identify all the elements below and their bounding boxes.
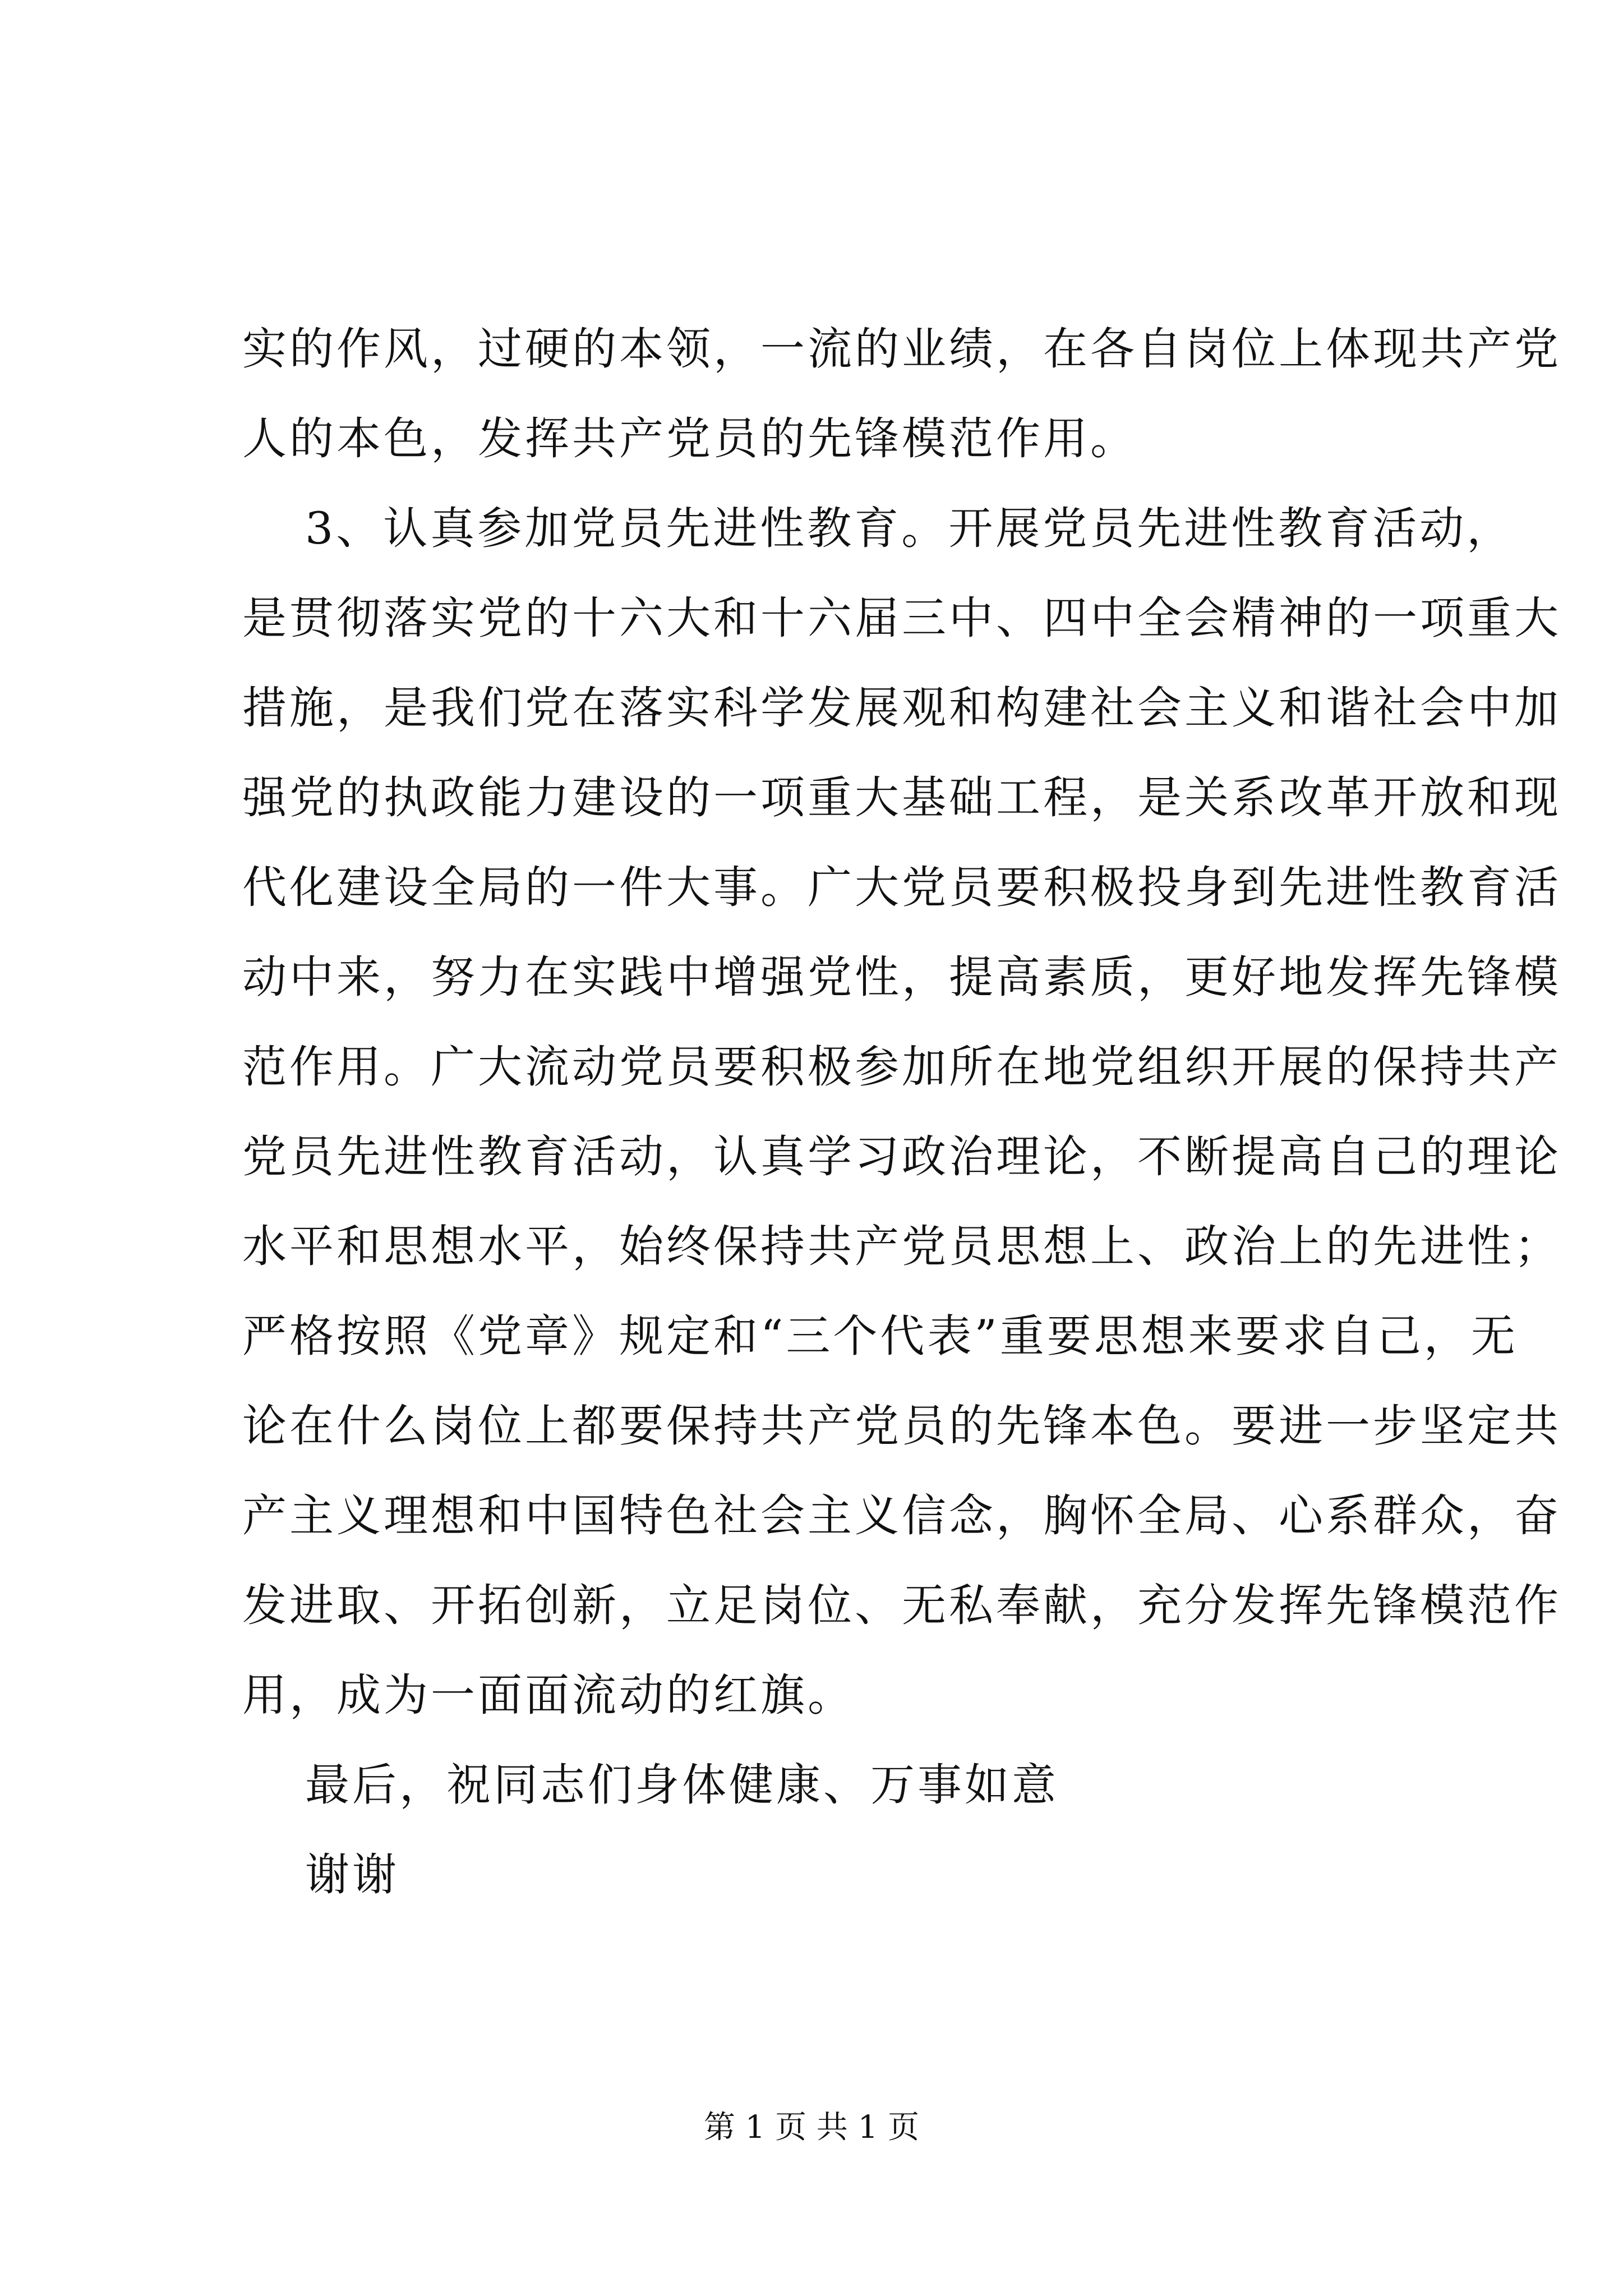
text-line: 3、认真参加党员先进性教育。开展党员先进性教育活动， [305,503,1514,554]
closing-line: 最后，祝同志们身体健康、万事如意 [305,1759,1059,1811]
text-line: 人的本色，发挥共产党员的先锋模范作用。 [242,413,1137,464]
text-line: 动中来，努力在实践中增强党性，提高素质，更好地发挥先锋模 [242,951,1561,1003]
text-line: 发进取、开拓创新，立足岗位、无私奉献，充分发挥先锋模范作 [242,1580,1561,1631]
text-line: 严格按照《党章》规定和“三个代表”重要思想来要求自己，无 [242,1310,1518,1362]
page-footer: 第 1 页 共 1 页 [703,2109,920,2146]
text-line: 是贯彻落实党的十六大和十六届三中、四中全会精神的一项重大 [242,592,1561,644]
text-line: 用，成为一面面流动的红旗。 [242,1669,855,1721]
thanks-line: 谢谢 [305,1849,399,1901]
text-line: 代化建设全局的一件大事。广大党员要积极投身到先进性教育活 [242,862,1561,913]
text-line: 产主义理想和中国特色社会主义信念，胸怀全局、心系群众，奋 [242,1490,1561,1542]
text-line: 范作用。广大流动党员要积极参加所在地党组织开展的保持共产 [242,1041,1561,1093]
text-line: 论在什么岗位上都要保持共产党员的先锋本色。要进一步坚定共 [242,1400,1561,1452]
text-line: 党员先进性教育活动，认真学习政治理论，不断提高自己的理论 [242,1131,1561,1182]
text-line: 强党的执政能力建设的一项重大基础工程，是关系改革开放和现 [242,772,1561,823]
text-line: 实的作风，过硬的本领，一流的业绩，在各自岗位上体现共产党 [242,323,1561,375]
text-line: 措施，是我们党在落实科学发展观和构建社会主义和谐社会中加 [242,682,1561,734]
text-line: 水平和思想水平，始终保持共产党员思想上、政治上的先进性； [242,1221,1561,1272]
